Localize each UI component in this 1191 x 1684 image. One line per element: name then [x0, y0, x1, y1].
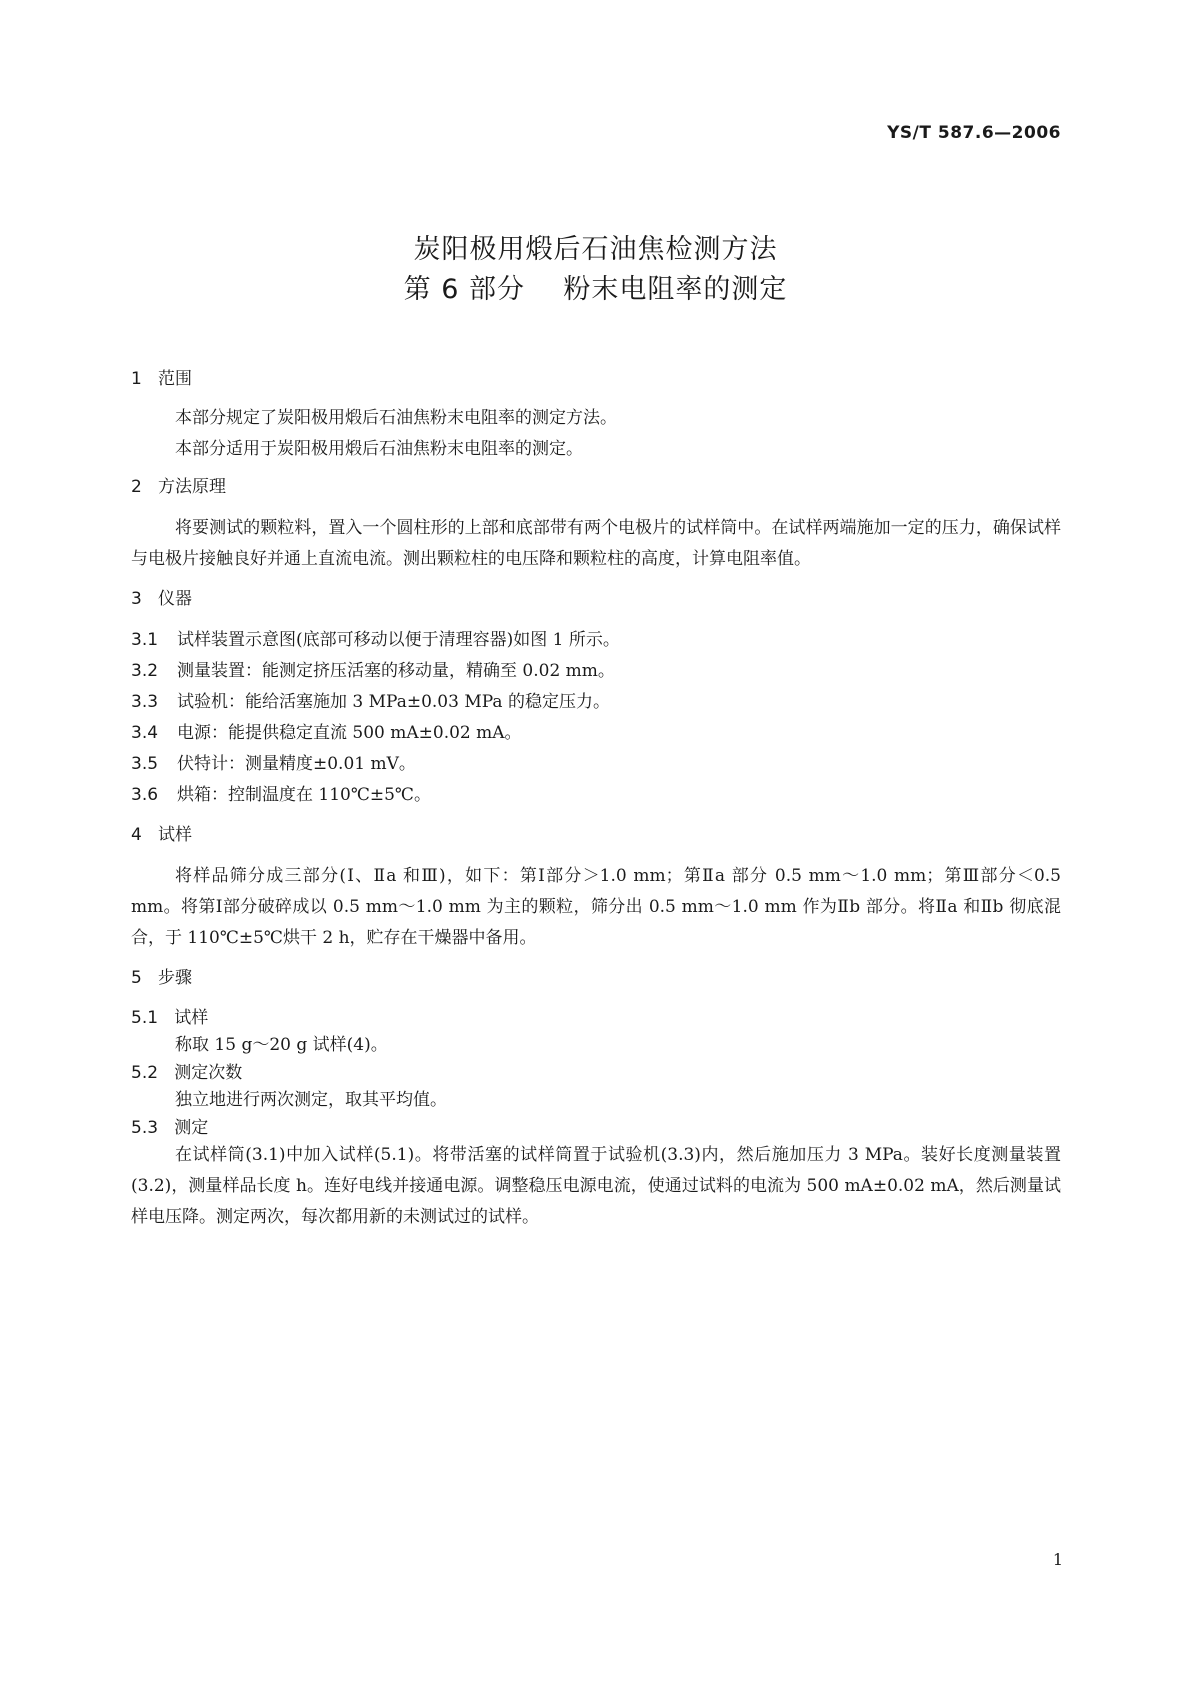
standard-code: YS/T 587.6—2006 [887, 123, 1061, 143]
paragraph: 在试样筒(3.1)中加入试样(5.1)。将带活塞的试样筒置于试验机(3.3)内，然后施加压力 3 MPa。装好长度测量装置(3.2)，测量样品长度 h。连好电线并接通电源。调整稳压电源电流，使通过试料的电流为 500 mA±0.02 mA，然后测量试样电压降。测定两次，每次都用新的未测试过的试样。 [131, 1145, 1061, 1227]
list-item: 3.1 试样装置示意图(底部可移动以便于清理容器)如图 1 所示。 [131, 630, 620, 650]
paragraph: 本部分适用于炭阳极用煅后石油焦粉末电阻率的测定。 [175, 439, 583, 459]
page-number: 1 [1052, 1550, 1063, 1569]
paragraph: 称取 15 g～20 g 试样(4)。 [175, 1035, 388, 1055]
list-item: 3.3 试验机：能给活塞施加 3 MPa±0.03 MPa 的稳定压力。 [131, 692, 610, 712]
list-item: 3.4 电源：能提供稳定直流 500 mA±0.02 mA。 [131, 723, 522, 743]
document-body [131, 367, 1061, 1233]
paragraph: 独立地进行两次测定，取其平均值。 [175, 1090, 447, 1110]
subsection-heading: 5.3 测定 [131, 1118, 209, 1138]
paragraph: 将样品筛分成三部分(Ⅰ、Ⅱa 和Ⅲ)，如下：第Ⅰ部分＞1.0 mm；第Ⅱa 部分 0.5 mm～1.0 mm；第Ⅲ部分＜0.5 mm。将第Ⅰ部分破碎成以 0.5 mm～1.0 mm 为主的颗粒，筛分出 0.5 mm～1.0 mm 作为Ⅱb 部分。将Ⅱa 和Ⅱb 彻底混合，于 110℃±5℃烘干 2 h，贮存在干燥器中备用。 [131, 866, 1061, 948]
subsection-heading: 5.2 测定次数 [131, 1063, 243, 1083]
list-item: 3.5 伏特计：测量精度±0.01 mV。 [131, 754, 416, 774]
section-heading-sample: 4 试样 [131, 825, 193, 845]
section-heading-scope: 1 范围 [131, 369, 193, 389]
paragraph: 将要测试的颗粒料，置入一个圆柱形的上部和底部带有两个电极片的试样筒中。在试样两端施加一定的压力，确保试样与电极片接触良好并通上直流电流。测出颗粒柱的电压降和颗粒柱的高度，计算电阻率值。 [131, 518, 1061, 569]
document-title [0, 230, 1191, 310]
title-line-1: 炭阳极用煅后石油焦检测方法 [413, 234, 778, 265]
list-item: 3.2 测量装置：能测定挤压活塞的移动量，精确至 0.02 mm。 [131, 661, 615, 681]
section-heading-principle: 2 方法原理 [131, 477, 227, 497]
list-item: 3.6 烘箱：控制温度在 110℃±5℃。 [131, 785, 431, 805]
title-line-2: 第 6 部分 粉末电阻率的测定 [403, 274, 788, 305]
subsection-heading: 5.1 试样 [131, 1008, 209, 1028]
section-heading-procedure: 5 步骤 [131, 968, 193, 988]
section-heading-apparatus: 3 仪器 [131, 589, 193, 609]
paragraph: 本部分规定了炭阳极用煅后石油焦粉末电阻率的测定方法。 [175, 408, 617, 428]
